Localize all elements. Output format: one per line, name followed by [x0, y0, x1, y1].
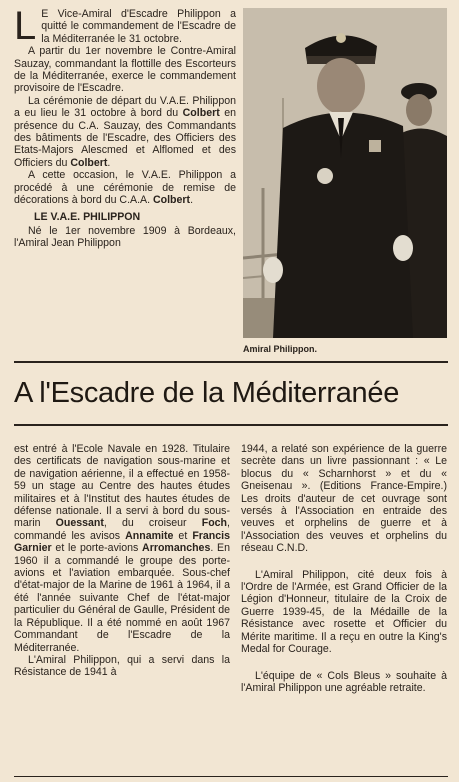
drop-cap: L [14, 4, 37, 48]
right-column [241, 443, 447, 694]
photo-caption: Amiral Philippon. [243, 344, 318, 354]
left-column [14, 443, 230, 679]
intro-column [14, 4, 236, 250]
ship-name: Francis Garnier [14, 529, 230, 555]
page-bottom-rule [14, 776, 448, 777]
article-headline: A l'Escadre de la Méditerranée [14, 377, 400, 409]
ship-name: Annamite [125, 529, 174, 542]
right-paragraph-1: 1944, a relaté son expérience de la guerre secrète dans un livre passionnant : « Le blocus du « Scharnhorst » et du « Gneisenau ». (Editions France-Empire.) Les droits d'auteur de cet ouvrage sont versés à l'Association en entraide des veuves et orphelins de guerre et à l'Association des veuves et orphelins du réseau C.N.D. [241, 443, 447, 555]
intro-paragraph-2: A partir du 1er novembre le Contre-Amiral Sauzay, commandant la flottille des Escorteurs de la Méditerranée, exerce le commandement provisoire de l'Escadre. [14, 45, 236, 95]
admiral-photo [243, 8, 447, 338]
section-subheading: LE V.A.E. PHILIPPON [34, 210, 141, 223]
intro-paragraph-5: Né le 1er novembre 1909 à Bordeaux, l'Amiral Jean Philippon [14, 224, 236, 250]
intro-paragraph-4: A cette occasion, le V.A.E. Philippon a procédé à une cérémonie de remise de décorations à bord du C.A.A. Colbert. [14, 169, 236, 207]
right-paragraph-3: L'équipe de « Cols Bleus » souhaite à l'Amiral Philippon une agréable retraite. [241, 669, 447, 694]
intro-paragraph-1: L E Vice-Amiral d'Escadre Philippon a quitté le commandement de l'Escadre de la Méditerranée le 31 octobre. [14, 4, 236, 48]
right-paragraph-2: L'Amiral Philippon, cité deux fois à l'Ordre de l'Armée, est Grand Officier de la Légion d'Honneur, titulaire de la Croix de Guerre 1939-45, de la Médaille de la Résistance avec rosette et Officier du Mérite maritime. Il a reçu en outre la King's Medal for Courage. [241, 568, 447, 656]
left-paragraph-1: est entré à l'Ecole Navale en 1928. Titulaire des certificats de navigation sous-marine et de navigation aérienne, il a effectué en 1958-59 un stage au Centre des hautes études militaires et à l'Institut des hautes études de défense nationale. Il a servi à bord du sous-marin Ouessant, du croiseur Foch, commandé les avisos Annamite et Francis Garnier et le porte-avions Arromanches. En 1960 il a commandé le groupe des porte-avions et l'aviation embarquée. Sous-chef d'état-major de la Marine de 1961 à 1964, il a été l'année suivante Chef de l'état-major particulier du Général de Gaulle, Président de la République. Il a été nommé en août 1967 Commandant de l'Escadre de la Méditerranée. [14, 443, 230, 654]
left-paragraph-2: L'Amiral Philippon, qui a servi dans la Résistance de 1941 à [14, 653, 230, 679]
ship-name: Arromanches [142, 542, 211, 555]
ship-name: Foch [201, 517, 228, 530]
intro-paragraph-3: La cérémonie de départ du V.A.E. Philippon a eu lieu le 31 octobre à bord du Colbert en présence du C.A. Sauzay, des Commandants des bâtiments de l'Escadre, des Officiers des Etats-Majors Alescmed et Alflomed et des Officiers du Colbert. [14, 94, 236, 169]
headline-top-rule [14, 361, 448, 363]
admiral-portrait-illustration [243, 8, 447, 338]
ship-name: Ouessant [55, 517, 104, 530]
headline-bottom-rule [14, 424, 448, 426]
